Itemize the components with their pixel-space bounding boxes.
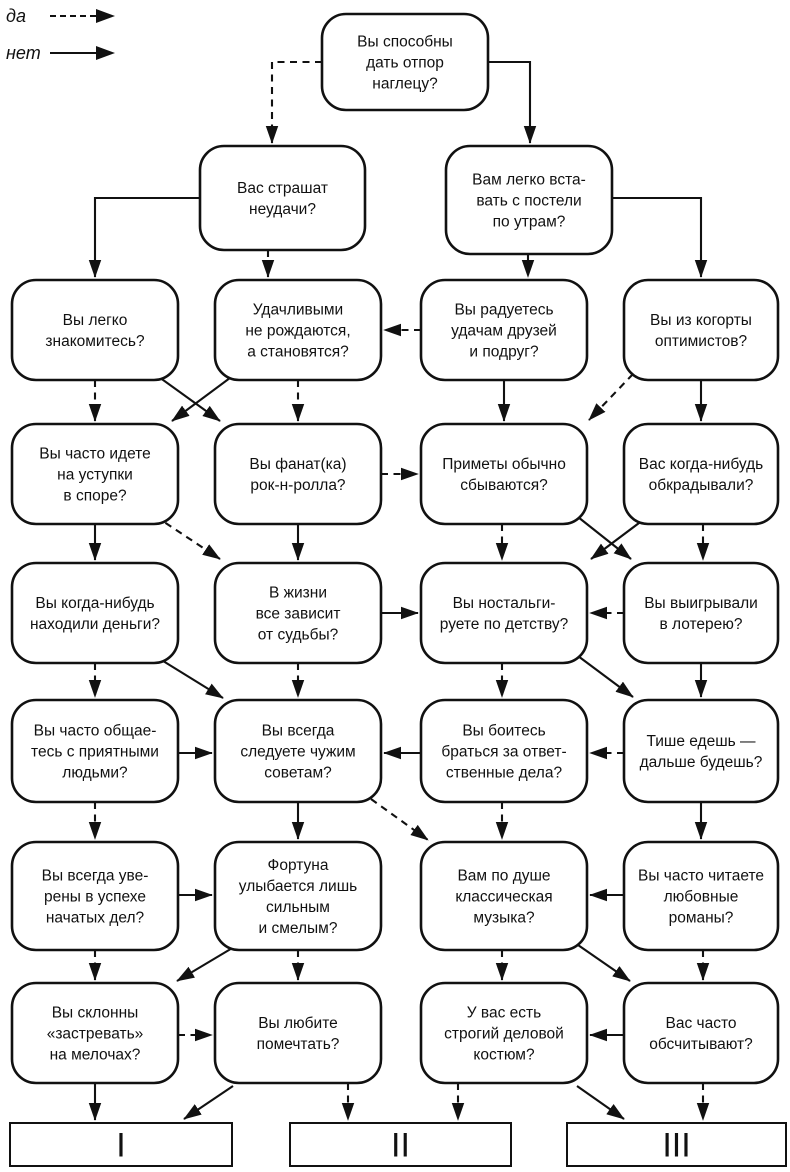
question-text-r2c1: Вас страшат неудачи? <box>237 180 328 218</box>
question-node-r4c1 <box>12 424 178 524</box>
arrow-r7c2-to-r8c1-no <box>177 947 234 981</box>
question-node-r5c4 <box>624 563 778 663</box>
arrow-start-to-r2c1-yes <box>272 62 322 143</box>
question-text-r6c2: Вы всегда следуете чужим советам? <box>240 722 356 782</box>
legend-solid-arrow-icon <box>50 46 115 60</box>
question-text-r3c2: Удачливыми не рождаются, а становятся? <box>245 301 351 361</box>
question-text-r4c3: Приметы обычно сбываются? <box>442 456 566 494</box>
question-text-r5c2: В жизни все зависит от судьбы? <box>255 584 341 644</box>
question-node-r3c1 <box>12 280 178 380</box>
question-text-r8c1: Вы склонны «застревать» на мелочах? <box>46 1004 144 1064</box>
arrow-r3c2-to-r4c1-no <box>172 372 238 421</box>
legend <box>6 5 115 79</box>
question-text-r7c4: Вы часто читаете любовные романы? <box>637 867 765 927</box>
question-node-r7c1 <box>12 842 178 950</box>
question-node-r8c1 <box>12 983 178 1083</box>
question-node-r7c3 <box>421 842 587 950</box>
question-text-r5c4: Вы выигрывали в лотерею? <box>644 595 758 633</box>
question-text-r3c1: Вы легко знакомитесь? <box>45 312 145 350</box>
question-node-r7c2 <box>215 842 381 950</box>
question-node-r8c4 <box>624 983 778 1083</box>
arrow-r5c1-to-r6c2-no <box>155 656 223 698</box>
question-node-r4c2 <box>215 424 381 524</box>
question-text-r5c1: Вы когда-нибудь находили деньги? <box>30 595 160 633</box>
question-text-r7c1: Вы всегда уве-рены в успехе начатых дел? <box>41 867 149 927</box>
result-box-III <box>567 1123 786 1166</box>
question-text-r8c3: У вас есть строгий деловой костюм? <box>444 1004 564 1064</box>
question-text-r4c2: Вы фанат(ка) рок-н-ролла? <box>249 456 347 494</box>
question-text-r4c4: Вас когда-нибудь обкрадывали? <box>638 456 764 494</box>
legend-dashed-arrow-icon <box>50 9 115 23</box>
legend-row-no <box>6 42 115 64</box>
legend-label-yes: да <box>6 6 26 26</box>
question-text-r3c3: Вы радуетесь удачам друзей и подруг? <box>451 301 557 361</box>
question-text-r8c2: Вы любите помечтать? <box>256 1015 340 1053</box>
question-node-r2c2 <box>446 146 612 254</box>
question-text-r7c3: Вам по душе классическая музыка? <box>455 867 553 927</box>
question-node-r5c3 <box>421 563 587 663</box>
question-text-r7c2: Фортуна улыбается лишь сильным и смелым? <box>238 857 358 937</box>
question-node-r6c1 <box>12 700 178 802</box>
arrow-r4c3-to-r5c4-no <box>578 517 631 559</box>
result-label-II: II <box>391 1126 410 1165</box>
question-text-start: Вы способны дать отпор наглецу? <box>357 33 453 93</box>
question-text-r8c4: Вас часто обсчитывают? <box>649 1015 753 1053</box>
question-node-r6c3 <box>421 700 587 802</box>
question-node-r5c1 <box>12 563 178 663</box>
question-node-r2c1 <box>200 146 365 250</box>
question-text-r3c4: Вы из когорты оптимистов? <box>650 312 752 350</box>
question-node-r3c4 <box>624 280 778 380</box>
question-text-r6c4: Тише едешь — дальше будешь? <box>639 733 763 771</box>
arrow-r8c3-to-res3-no <box>577 1086 624 1119</box>
arrow-r2c1-to-r3c1-no <box>95 198 200 277</box>
arrow-r5c3-to-r6c4-no <box>578 656 633 697</box>
arrow-r2c2-to-r3c4-no <box>612 198 701 277</box>
legend-label-no: нет <box>6 43 41 63</box>
arrow-r3c4-to-r4c3-yes <box>589 374 633 420</box>
question-node-start <box>322 14 488 110</box>
question-node-r4c3 <box>421 424 587 524</box>
question-node-r6c2 <box>215 700 381 802</box>
question-node-r3c3 <box>421 280 587 380</box>
question-text-r6c1: Вы часто общае-тесь с приятными людьми? <box>31 722 159 782</box>
question-text-r5c3: Вы ностальги-руете по детству? <box>439 595 569 633</box>
question-node-r7c4 <box>624 842 778 950</box>
question-node-r5c2 <box>215 563 381 663</box>
legend-row-yes <box>6 5 115 27</box>
question-text-r6c3: Вы боитесь браться за ответ-ственные дела? <box>441 722 567 782</box>
question-text-r4c1: Вы часто идете на уступки в споре? <box>39 445 151 505</box>
arrow-r6c2-to-r7c3-yes <box>371 799 428 840</box>
question-node-r3c2 <box>215 280 381 380</box>
arrow-r7c3-to-r8c4-no <box>578 945 630 981</box>
result-box-I <box>10 1123 232 1166</box>
question-node-r8c3 <box>421 983 587 1083</box>
result-label-III: III <box>662 1126 691 1165</box>
question-text-r2c2: Вам легко вста-вать с постели по утрам? <box>472 171 586 231</box>
question-node-r4c4 <box>624 424 778 524</box>
arrow-start-to-r2c2-no <box>488 62 530 143</box>
question-node-r6c4 <box>624 700 778 802</box>
question-node-r8c2 <box>215 983 381 1083</box>
result-label-I: I <box>116 1126 126 1165</box>
result-box-II <box>290 1123 511 1166</box>
arrow-r8c2-to-res1-no <box>184 1086 233 1119</box>
